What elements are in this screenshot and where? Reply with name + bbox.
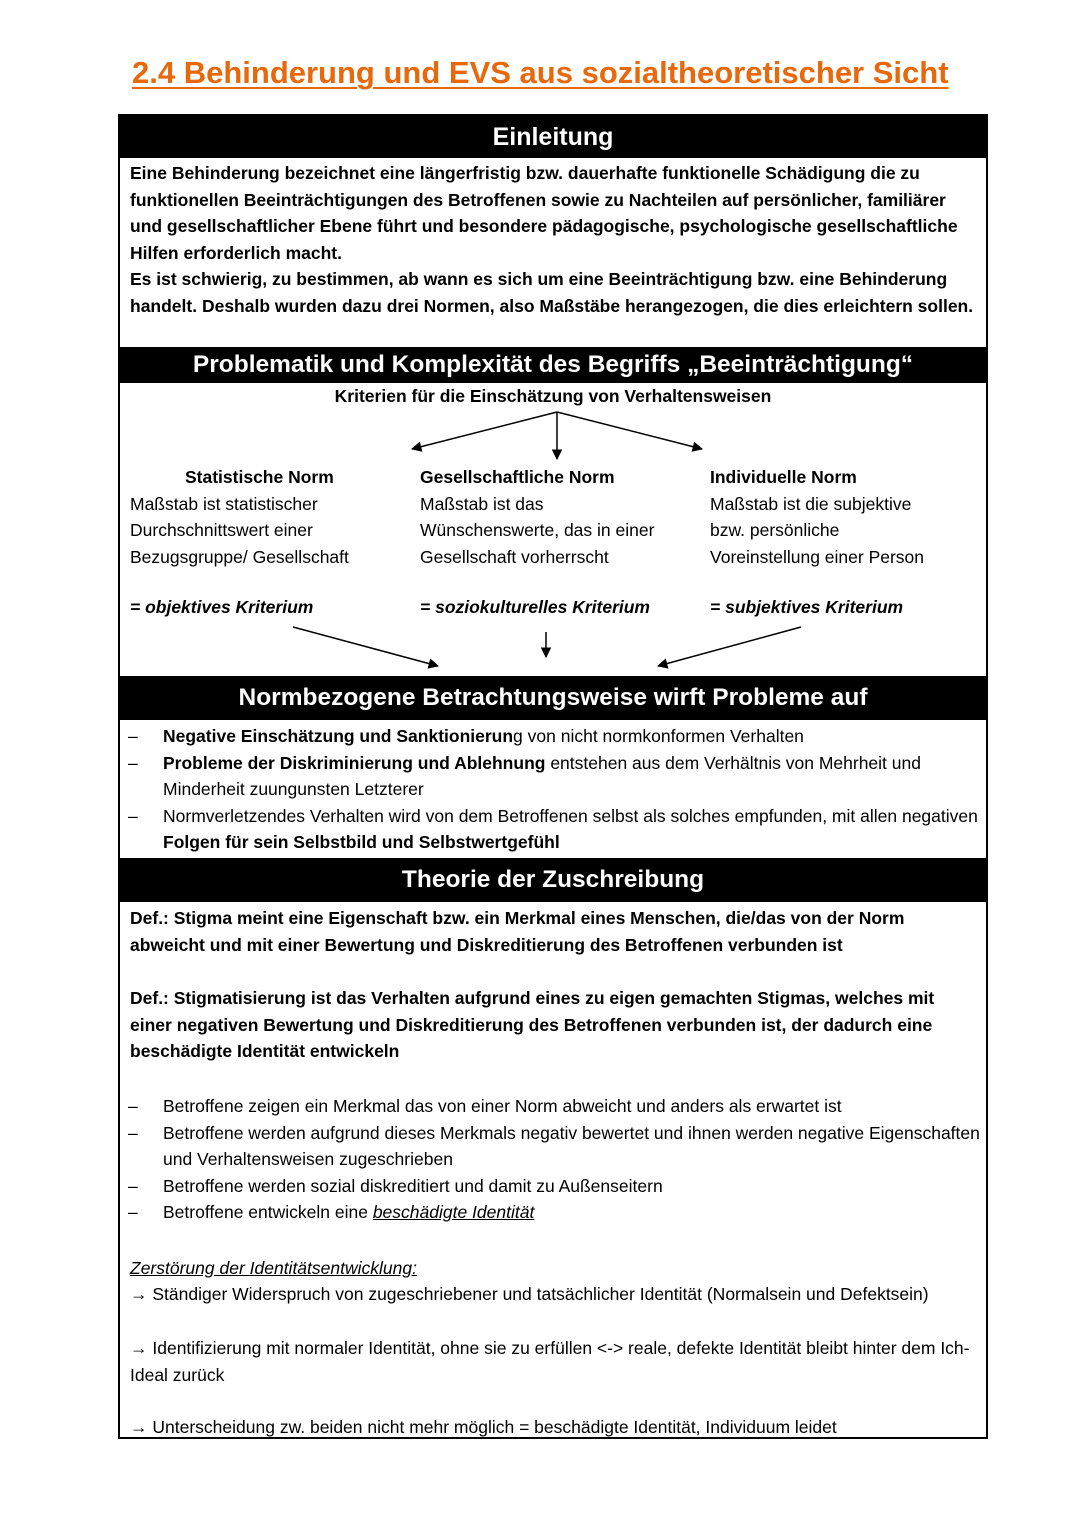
- norm-gesellschaftliche-line-3: Gesellschaft vorherrscht: [420, 546, 609, 567]
- norm-statistische-line-3: Bezugsgruppe/ Gesellschaft: [130, 546, 349, 567]
- norm-statistische: [130, 464, 349, 570]
- einleitung-text-1: Eine Behinderung bezeichnet eine längerfristig bzw. dauerhafte funktionelle Schädigung die zu funktionellen Beeinträchtigungen des Betroffenen sowie zu Nachteilen auf persönlicher, familiärer und gesellschaftlicher Ebene führt und besondere pädagogische, psychologische gesellschaftliche Hilfen erforderlich macht.: [130, 163, 958, 263]
- criterion-objektiv: = objektives Kriterium: [130, 597, 314, 617]
- arrow-point-2: → Identifizierung mit normaler Identität, ohne sie zu erfüllen <-> reale, defekte Identität bleibt hinter dem Ich-Ideal zurück: [130, 1338, 970, 1385]
- emphasis-beschaedigte-identitaet: beschädigte Identität: [372, 1202, 535, 1222]
- definition-stigma: Def.: Stigma meint eine Eigenschaft bzw. ein Merkmal eines Menschen, die/das von der Norm abweicht und mit einer Bewertung und Diskreditierung des Betroffenen verbunden ist: [130, 908, 905, 955]
- arrow-merge-left: [293, 627, 438, 666]
- norm-statistische-line-1: Maßstab ist statistischer: [130, 493, 318, 514]
- list-item: – Betroffene entwickeln eine beschädigte Identität: [120, 1199, 980, 1226]
- arrow-right-icon: →: [130, 1417, 148, 1437]
- list-item: – Betroffene zeigen ein Merkmal das von einer Norm abweicht und anders als erwartet ist: [120, 1093, 980, 1120]
- norm-individuelle-line-2: bzw. persönliche: [710, 520, 840, 540]
- page-title: 2.4 Behinderung und EVS aus sozialtheoretischer Sicht: [132, 55, 949, 90]
- arrow-right-icon: →: [130, 1284, 148, 1304]
- arrow-merge-right: [658, 627, 801, 666]
- zerstoerung-heading: Zerstörung der Identitätsentwicklung:: [130, 1258, 417, 1278]
- arrow-split-left: [412, 412, 557, 449]
- criterion-soziokulturell: = soziokulturelles Kriterium: [420, 597, 650, 617]
- list-item: – Probleme der Diskriminierung und Ablehnung entstehen aus dem Verhältnis von Mehrheit und Minderheit zuungunsten Letzterer: [120, 750, 980, 803]
- norm-gesellschaftliche-line-1: Maßstab ist das: [420, 493, 544, 514]
- arrow-right-icon: →: [130, 1338, 148, 1358]
- norm-gesellschaftliche-line-2: Wünschenswerte, das in einer: [420, 520, 655, 540]
- section-header-zuschreibung: [120, 858, 986, 902]
- norm-individuelle: [710, 464, 924, 570]
- norm-arrows-diagram: [120, 116, 986, 676]
- norm-statistische-title: Statistische Norm: [185, 467, 334, 487]
- normbezogen-list: [120, 723, 980, 856]
- normbezogen-heading: Normbezogene Betrachtungsweise wirft Probleme auf: [238, 684, 868, 711]
- criterion-subjektiv: = subjektives Kriterium: [710, 597, 904, 617]
- zuschreibung-heading: Theorie der Zuschreibung: [401, 866, 705, 893]
- norm-individuelle-line-3: Voreinstellung einer Person: [710, 546, 925, 567]
- list-item: – Betroffene werden aufgrund dieses Merkmals negativ bewertet und ihnen werden negative Eigenschaften und Verhaltensweisen zugeschrieben: [120, 1120, 980, 1173]
- zuschreibung-list: [120, 1093, 980, 1226]
- list-item: – Negative Einschätzung und Sanktionierung von nicht normkonformen Verhalten: [120, 723, 980, 750]
- section-header-normbezogen: [120, 676, 986, 720]
- criteria-subheading: Kriterien für die Einschätzung von Verhaltensweisen: [334, 386, 772, 406]
- problematik-heading: Problematik und Komplexität des Begriffs „Beeinträchtigung“: [192, 351, 914, 378]
- norm-gesellschaftliche-title: Gesellschaftliche Norm: [420, 467, 615, 487]
- list-item: – Betroffene werden sozial diskreditiert und damit zu Außenseitern: [120, 1173, 980, 1200]
- einleitung-text-2: Es ist schwierig, zu bestimmen, ab wann es sich um eine Beeinträchtigung bzw. eine Behinderung handelt. Deshalb wurden dazu drei Normen, also Maßstäbe herangezogen, die dies erleichtern sollen.: [130, 269, 974, 316]
- arrow-point-3: → Unterscheidung zw. beiden nicht mehr möglich = beschädigte Identität, Individuum leidet: [130, 1417, 837, 1437]
- norm-individuelle-title: Individuelle Norm: [710, 467, 857, 487]
- einleitung-heading: Einleitung: [492, 123, 614, 151]
- arrow-split-right: [557, 412, 702, 449]
- norm-statistische-line-2: Durchschnittswert einer: [130, 520, 313, 540]
- arrow-point-1: → Ständiger Widerspruch von zugeschriebener und tatsächlicher Identität (Normalsein und Defektsein): [130, 1284, 929, 1304]
- norm-gesellschaftliche: [420, 464, 654, 570]
- content-frame: [118, 114, 988, 1439]
- norm-individuelle-line-1: Maßstab ist die subjektive: [710, 493, 912, 514]
- definition-stigmatisierung: Def.: Stigmatisierung ist das Verhalten aufgrund eines zu eigen gemachten Stigmas, welches mit einer negativen Bewertung und Diskreditierung des Betroffenen verbunden ist, der dadurch eine beschädigte Identität entwickeln: [130, 988, 935, 1061]
- list-item: – Normverletzendes Verhalten wird von dem Betroffenen selbst als solches empfunden, mit allen negativen Folgen für sein Selbstbild und Selbstwertgefühl: [120, 803, 980, 856]
